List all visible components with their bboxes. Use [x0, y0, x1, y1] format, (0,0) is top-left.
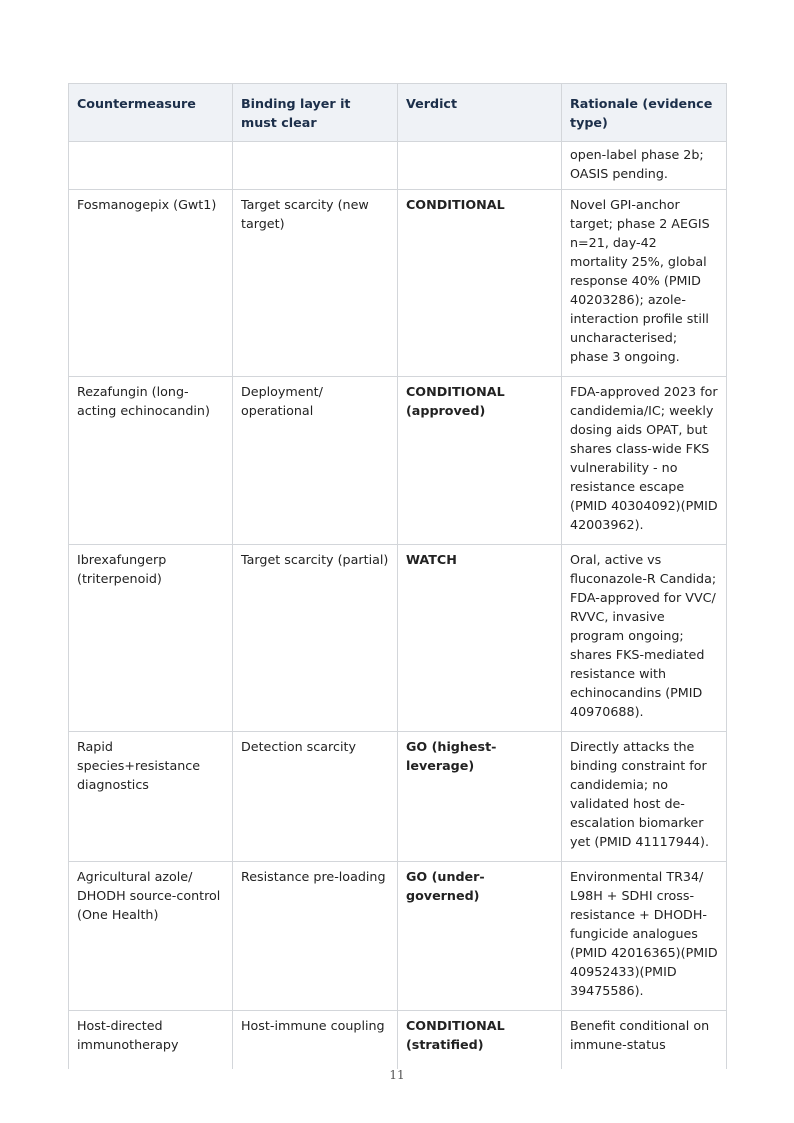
table-row — [69, 190, 727, 377]
cell-verdict: CONDITIONAL — [398, 190, 562, 377]
cell-countermeasure: Agricultural azole/ DHODH source-control (One Health) — [69, 862, 233, 1011]
cell-countermeasure — [69, 142, 233, 190]
cell-verdict: CONDITIONAL (stratified) — [398, 1011, 562, 1070]
header-rationale: Rationale (evidence type) — [562, 84, 727, 142]
cell-countermeasure: Fosmanogepix (Gwt1) — [69, 190, 233, 377]
header-verdict: Verdict — [398, 84, 562, 142]
page-number: 11 — [389, 1068, 405, 1082]
cell-rationale: open-label phase 2b; OASIS pending. — [562, 142, 727, 190]
cell-verdict: CONDITIONAL (approved) — [398, 377, 562, 545]
cell-verdict: GO (highest-leverage) — [398, 732, 562, 862]
cell-rationale: Novel GPI-anchor target; phase 2 AEGIS n=21, day-42 mortality 25%, global response 40% (PMID 40203286); azole-interaction profile still uncharacterised; phase 3 ongoing. — [562, 190, 727, 377]
cell-binding-layer: Target scarcity (partial) — [233, 545, 398, 732]
cell-rationale: Directly attacks the binding constraint for candidemia; no validated host de-escalation biomarker yet (PMID 41117944). — [562, 732, 727, 862]
cell-countermeasure: Ibrexafungerp (triterpenoid) — [69, 545, 233, 732]
cell-binding-layer: Host-immune coupling — [233, 1011, 398, 1070]
cell-binding-layer: Detection scarcity — [233, 732, 398, 862]
cell-binding-layer: Deployment/ operational — [233, 377, 398, 545]
cell-rationale: Oral, active vs fluconazole-R Candida; FDA-approved for VVC/ RVVC, invasive program ongoing; shares FKS-mediated resistance with echinocandins (PMID 40970688). — [562, 545, 727, 732]
cell-rationale: Environmental TR34/ L98H + SDHI cross-resistance + DHODH-fungicide analogues (PMID 42016365)(PMID 40952433)(PMID 39475586). — [562, 862, 727, 1011]
cell-binding-layer: Resistance pre-loading — [233, 862, 398, 1011]
cell-countermeasure: Rezafungin (long-acting echinocandin) — [69, 377, 233, 545]
cell-rationale: FDA-approved 2023 for candidemia/IC; weekly dosing aids OPAT, but shares class-wide FKS vulnerability - no resistance escape (PMID 40304092)(PMID 42003962). — [562, 377, 727, 545]
header-countermeasure: Countermeasure — [69, 84, 233, 142]
table-row — [69, 545, 727, 732]
table-header-row — [69, 84, 727, 142]
cell-verdict: WATCH — [398, 545, 562, 732]
header-binding-layer: Binding layer it must clear — [233, 84, 398, 142]
cell-binding-layer — [233, 142, 398, 190]
table-row — [69, 732, 727, 862]
cell-countermeasure: Host-directed immunotherapy — [69, 1011, 233, 1070]
cell-binding-layer: Target scarcity (new target) — [233, 190, 398, 377]
cell-rationale: Benefit conditional on immune-status — [562, 1011, 727, 1070]
table-row — [69, 1011, 727, 1070]
cell-verdict: GO (under-governed) — [398, 862, 562, 1011]
cell-verdict — [398, 142, 562, 190]
table-row — [69, 377, 727, 545]
countermeasures-table — [68, 83, 727, 1069]
table-row — [69, 862, 727, 1011]
cell-countermeasure: Rapid species+resistance diagnostics — [69, 732, 233, 862]
table-row-continuation — [69, 142, 727, 190]
